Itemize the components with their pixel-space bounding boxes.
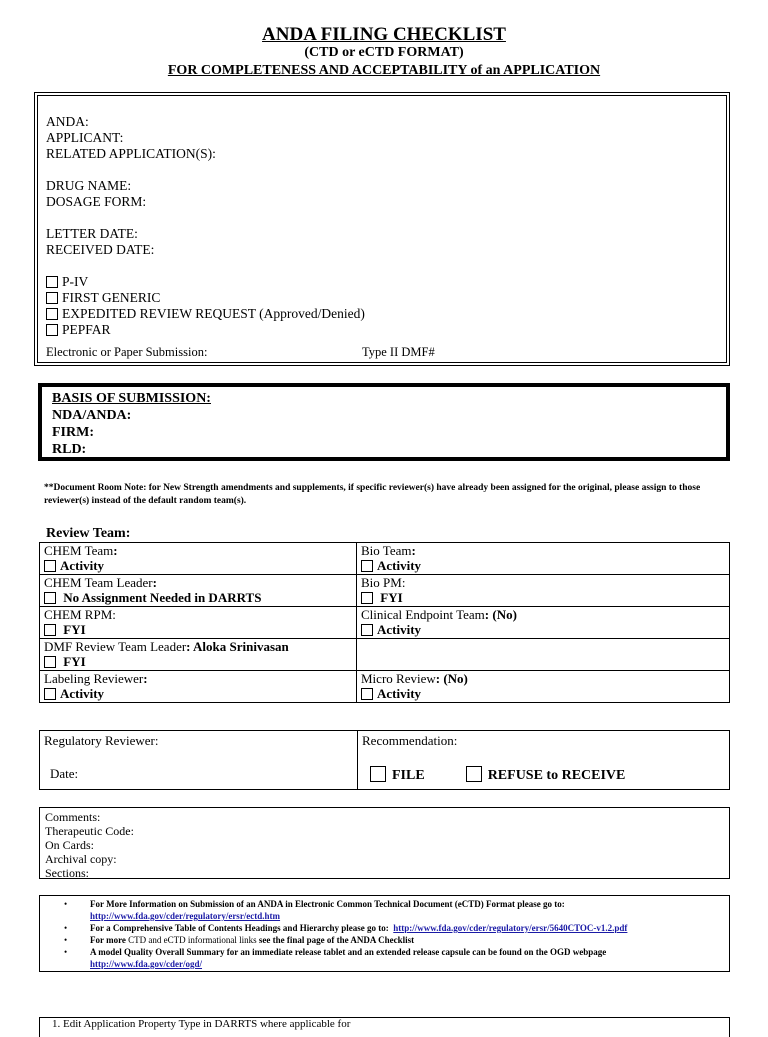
chem-team-leader-cell xyxy=(40,575,357,607)
table-row xyxy=(40,607,730,639)
cell-option: No Assignment Needed in DARRTS xyxy=(60,590,262,605)
therapeutic-code-label: Therapeutic Code: xyxy=(45,824,134,838)
basis-of-submission-box xyxy=(38,383,730,461)
labeling-activity-checkbox[interactable] xyxy=(44,688,56,700)
bio-pm-cell xyxy=(357,575,730,607)
review-team-heading: Review Team: xyxy=(46,526,131,541)
cell-title-bold: : (No) xyxy=(484,607,517,622)
related-applications-label: RELATED APPLICATION(S): xyxy=(46,146,216,161)
drug-name-label: DRUG NAME: xyxy=(46,178,132,193)
cell-title: Micro Review xyxy=(361,671,436,686)
on-cards-label: On Cards: xyxy=(45,838,94,852)
letter-date-label: LETTER DATE: xyxy=(46,226,138,241)
cell-option: Activity xyxy=(377,622,422,637)
bio-team-activity-checkbox[interactable] xyxy=(361,560,373,572)
cell-title-bold: : xyxy=(411,543,416,558)
info-ctd-text: For more xyxy=(90,935,129,945)
info-ectd-text: For More Information on Submission of an ANDA in Electronic Common Technical Document (eCTD) Format please go to: xyxy=(90,899,565,909)
info-qos-text: A model Quality Overall Summary for an immediate release tablet and an extended release capsule can be found on the OGD webpage xyxy=(90,947,607,957)
dosage-form-label: DOSAGE FORM: xyxy=(46,194,147,209)
expedited-review-checkbox[interactable] xyxy=(46,308,58,320)
document-room-note: **Document Room Note: for New Strength amendments and supplements, if specific reviewer(s) have already been assigned for the original, please assign to those reviewer(s) instead of the default random team(s). xyxy=(44,483,701,506)
micro-review-cell xyxy=(357,671,730,703)
chem-team-cell xyxy=(40,543,357,575)
table-row xyxy=(40,731,730,790)
cell-option: FYI xyxy=(60,622,86,637)
cell-option: Activity xyxy=(60,686,105,701)
first-generic-label: FIRST GENERIC xyxy=(62,290,161,305)
dmf-review-leader-cell xyxy=(40,639,357,671)
ectd-link[interactable]: http://www.fda.gov/cder/regulatory/ersr/ectd.htm xyxy=(90,911,281,921)
cell-title: CHEM Team xyxy=(44,543,114,558)
recommendation-cell xyxy=(358,731,730,790)
info-ctoc-row xyxy=(90,922,627,934)
chem-team-activity-checkbox[interactable] xyxy=(44,560,56,572)
dmf-leader-fyi-checkbox[interactable] xyxy=(44,656,56,668)
date-label: Date: xyxy=(50,766,79,781)
table-row xyxy=(40,543,730,575)
cell-title-bold: : xyxy=(152,575,157,590)
chem-leader-checkbox[interactable] xyxy=(44,592,56,604)
bullet: • xyxy=(64,935,68,945)
info-ctd-links-text: CTD and eCTD informational links xyxy=(128,935,257,945)
comments-label: Comments: xyxy=(45,810,101,824)
cell-title: DMF Review Team Leader xyxy=(44,639,187,654)
piv-checkbox[interactable] xyxy=(46,276,58,288)
expedited-review-label: EXPEDITED REVIEW REQUEST (Approved/Denied) xyxy=(62,306,365,321)
cell-title: CHEM Team Leader xyxy=(44,575,153,590)
cell-title-bold: : xyxy=(143,671,148,686)
applicant-label: APPLICANT: xyxy=(46,130,124,145)
cell-option: FYI xyxy=(60,654,86,669)
cell-option: Activity xyxy=(377,558,422,573)
cell-title: Bio PM: xyxy=(361,575,406,590)
cell-title-bold: : Aloka Srinivasan xyxy=(186,639,289,654)
page-title: ANDA FILING CHECKLIST xyxy=(262,24,506,45)
first-generic-checkbox[interactable] xyxy=(46,292,58,304)
info-ctd-row xyxy=(90,934,414,946)
info-links-box xyxy=(39,895,730,972)
labeling-reviewer-cell xyxy=(40,671,357,703)
cell-title-bold: : xyxy=(113,543,118,558)
bio-pm-fyi-checkbox[interactable] xyxy=(361,592,373,604)
submission-type-label: Electronic or Paper Submission: xyxy=(46,345,208,359)
cell-title-bold: : (No) xyxy=(435,671,468,686)
application-info-box xyxy=(34,92,730,366)
refuse-label: REFUSE to RECEIVE xyxy=(487,768,626,783)
footer-box xyxy=(39,1017,730,1037)
regulatory-table xyxy=(39,730,730,790)
rld-label: RLD: xyxy=(52,442,87,457)
info-ctoc-text: For a Comprehensive Table of Contents Headings and Hierarchy please go to: xyxy=(90,923,389,933)
regulatory-reviewer-label: Regulatory Reviewer: xyxy=(44,733,159,748)
table-row xyxy=(40,639,730,671)
checkbox-pepfar-row[interactable] xyxy=(46,322,111,338)
table-row xyxy=(40,671,730,703)
firm-label: FIRM: xyxy=(52,425,94,440)
clinical-endpoint-activity-checkbox[interactable] xyxy=(361,624,373,636)
nda-anda-label: NDA/ANDA: xyxy=(52,408,132,423)
bullet: • xyxy=(64,947,68,957)
basis-heading: BASIS OF SUBMISSION: xyxy=(52,391,211,406)
cell-option: FYI xyxy=(377,590,403,605)
archival-copy-label: Archival copy: xyxy=(45,852,117,866)
refuse-checkbox[interactable] xyxy=(466,766,482,782)
pepfar-label: PEPFAR xyxy=(62,322,111,337)
empty-cell xyxy=(357,639,730,671)
page-subtitle-purpose: FOR COMPLETENESS AND ACCEPTABILITY of an APPLICATION xyxy=(167,63,601,78)
checkbox-first-generic-row[interactable] xyxy=(46,290,160,306)
cell-title: CHEM RPM: xyxy=(44,607,116,622)
file-label: FILE xyxy=(392,768,425,783)
cell-option: Activity xyxy=(60,558,105,573)
chem-rpm-fyi-checkbox[interactable] xyxy=(44,624,56,636)
cell-title: Labeling Reviewer xyxy=(44,671,144,686)
bullet: • xyxy=(64,923,68,933)
pepfar-checkbox[interactable] xyxy=(46,324,58,336)
received-date-label: RECEIVED DATE: xyxy=(46,242,155,257)
cell-title: Bio Team xyxy=(361,543,412,558)
file-checkbox[interactable] xyxy=(370,766,386,782)
review-team-table xyxy=(39,542,730,703)
checkbox-expedited-row[interactable] xyxy=(46,306,365,322)
info-ctd-final-text: see the final page of the ANDA Checklist xyxy=(256,935,415,945)
recommendation-label: Recommendation: xyxy=(362,733,458,748)
chem-rpm-cell xyxy=(40,607,357,639)
comments-box xyxy=(39,807,730,879)
anda-label: ANDA: xyxy=(46,114,89,129)
cell-title: Clinical Endpoint Team xyxy=(361,607,485,622)
micro-review-activity-checkbox[interactable] xyxy=(361,688,373,700)
ogd-link[interactable]: http://www.fda.gov/cder/ogd/ xyxy=(90,959,203,969)
table-row xyxy=(40,575,730,607)
dmf-label: Type II DMF# xyxy=(362,345,435,359)
piv-label: P-IV xyxy=(62,274,89,289)
ctoc-link[interactable]: http://www.fda.gov/cder/regulatory/ersr/5640CTOC-v1.2.pdf xyxy=(393,923,628,933)
cell-option: Activity xyxy=(377,686,422,701)
checkbox-piv-row[interactable] xyxy=(46,274,88,290)
sections-label: Sections: xyxy=(45,866,89,880)
footer-item: 1. Edit Application Property Type in DARRTS where applicable for xyxy=(52,1018,351,1030)
page-subtitle-format: (CTD or eCTD FORMAT) xyxy=(304,45,464,60)
regulatory-reviewer-cell xyxy=(40,731,358,790)
clinical-endpoint-cell xyxy=(357,607,730,639)
bullet: • xyxy=(64,899,68,909)
bio-team-cell xyxy=(357,543,730,575)
